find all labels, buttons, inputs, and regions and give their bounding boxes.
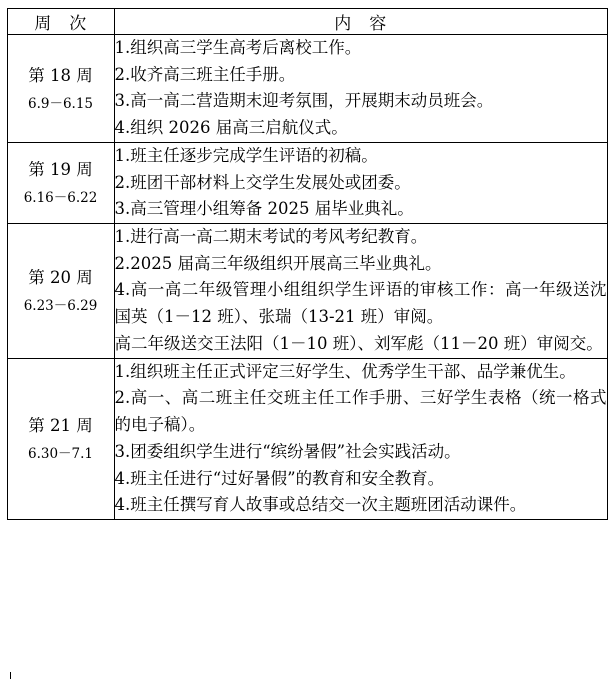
table-row [7, 224, 607, 359]
content-line: 2.2025 届高三年级组织开展高三毕业典礼。 [114, 253, 442, 273]
content-line: 3.高三管理小组筹备 2025 届毕业典礼。 [114, 199, 414, 219]
content-cell [114, 224, 607, 359]
content-cell [114, 358, 607, 519]
content-line: 4.班主任进行“过好暑假”的教育和安全教育。 [114, 468, 445, 488]
content-line: 2.收齐高三班主任手册。 [114, 64, 296, 84]
week-name: 第 19 周 [28, 160, 93, 180]
week-cell [7, 35, 114, 143]
content-line: 高二年级送交王法阳（1－10 班）、刘军彪（11－20 班）审阅交。 [114, 333, 603, 353]
week-date-range: 6.9－6.15 [27, 95, 94, 112]
content-line: 1.班主任逐步完成学生评语的初稿。 [114, 145, 378, 165]
table-row [7, 142, 607, 223]
content-line: 4.组织 2026 届高三启航仪式。 [114, 118, 348, 138]
table-row [7, 358, 607, 519]
header-week-label: 周 次 [34, 14, 87, 34]
schedule-table [7, 8, 608, 520]
week-date-range: 6.16－6.22 [23, 190, 98, 207]
content-cell [114, 35, 607, 143]
content-line: 1.进行高一高二期末考试的考风考纪教育。 [114, 227, 428, 247]
content-line: 3.高一高二营造期末迎考氛围，开展期末动员班会。 [114, 91, 494, 111]
week-name: 第 18 周 [28, 65, 93, 85]
week-cell [7, 142, 114, 223]
week-cell [7, 224, 114, 359]
content-line: 4.高一高二年级管理小组组织学生评语的审核工作：高一年级送沈国英（1－12 班）、张瑞（13-21 班）审阅。 [114, 280, 607, 327]
table-row [7, 35, 607, 143]
week-date-range: 6.23－6.29 [23, 298, 98, 315]
week-cell [7, 358, 114, 519]
week-date-range: 6.30－7.1 [27, 446, 94, 463]
header-content-cell [114, 9, 607, 35]
content-line: 2.班团干部材料上交学生发展处或团委。 [114, 172, 411, 192]
week-name: 第 20 周 [28, 268, 93, 288]
content-line: 1.组织高三学生高考后离校工作。 [114, 38, 362, 57]
content-line: 4.班主任撰写育人故事或总结交一次主题班团活动课件。 [114, 495, 527, 515]
content-line: 1.组织班主任正式评定三好学生、优秀学生干部、品学兼优生。 [114, 361, 576, 381]
header-content-label: 内 容 [334, 14, 387, 34]
header-week-cell [7, 9, 114, 35]
content-line: 3.团委组织学生进行“缤纷暑假”社会实践活动。 [114, 441, 461, 461]
week-name: 第 21 周 [28, 416, 93, 436]
page-margin-tick [10, 672, 11, 679]
table-header-row [7, 9, 607, 35]
content-cell [114, 142, 607, 223]
content-line: 2.高一、高二班主任交班主任工作手册、三好学生表格（统一格式的电子稿）。 [114, 388, 607, 435]
